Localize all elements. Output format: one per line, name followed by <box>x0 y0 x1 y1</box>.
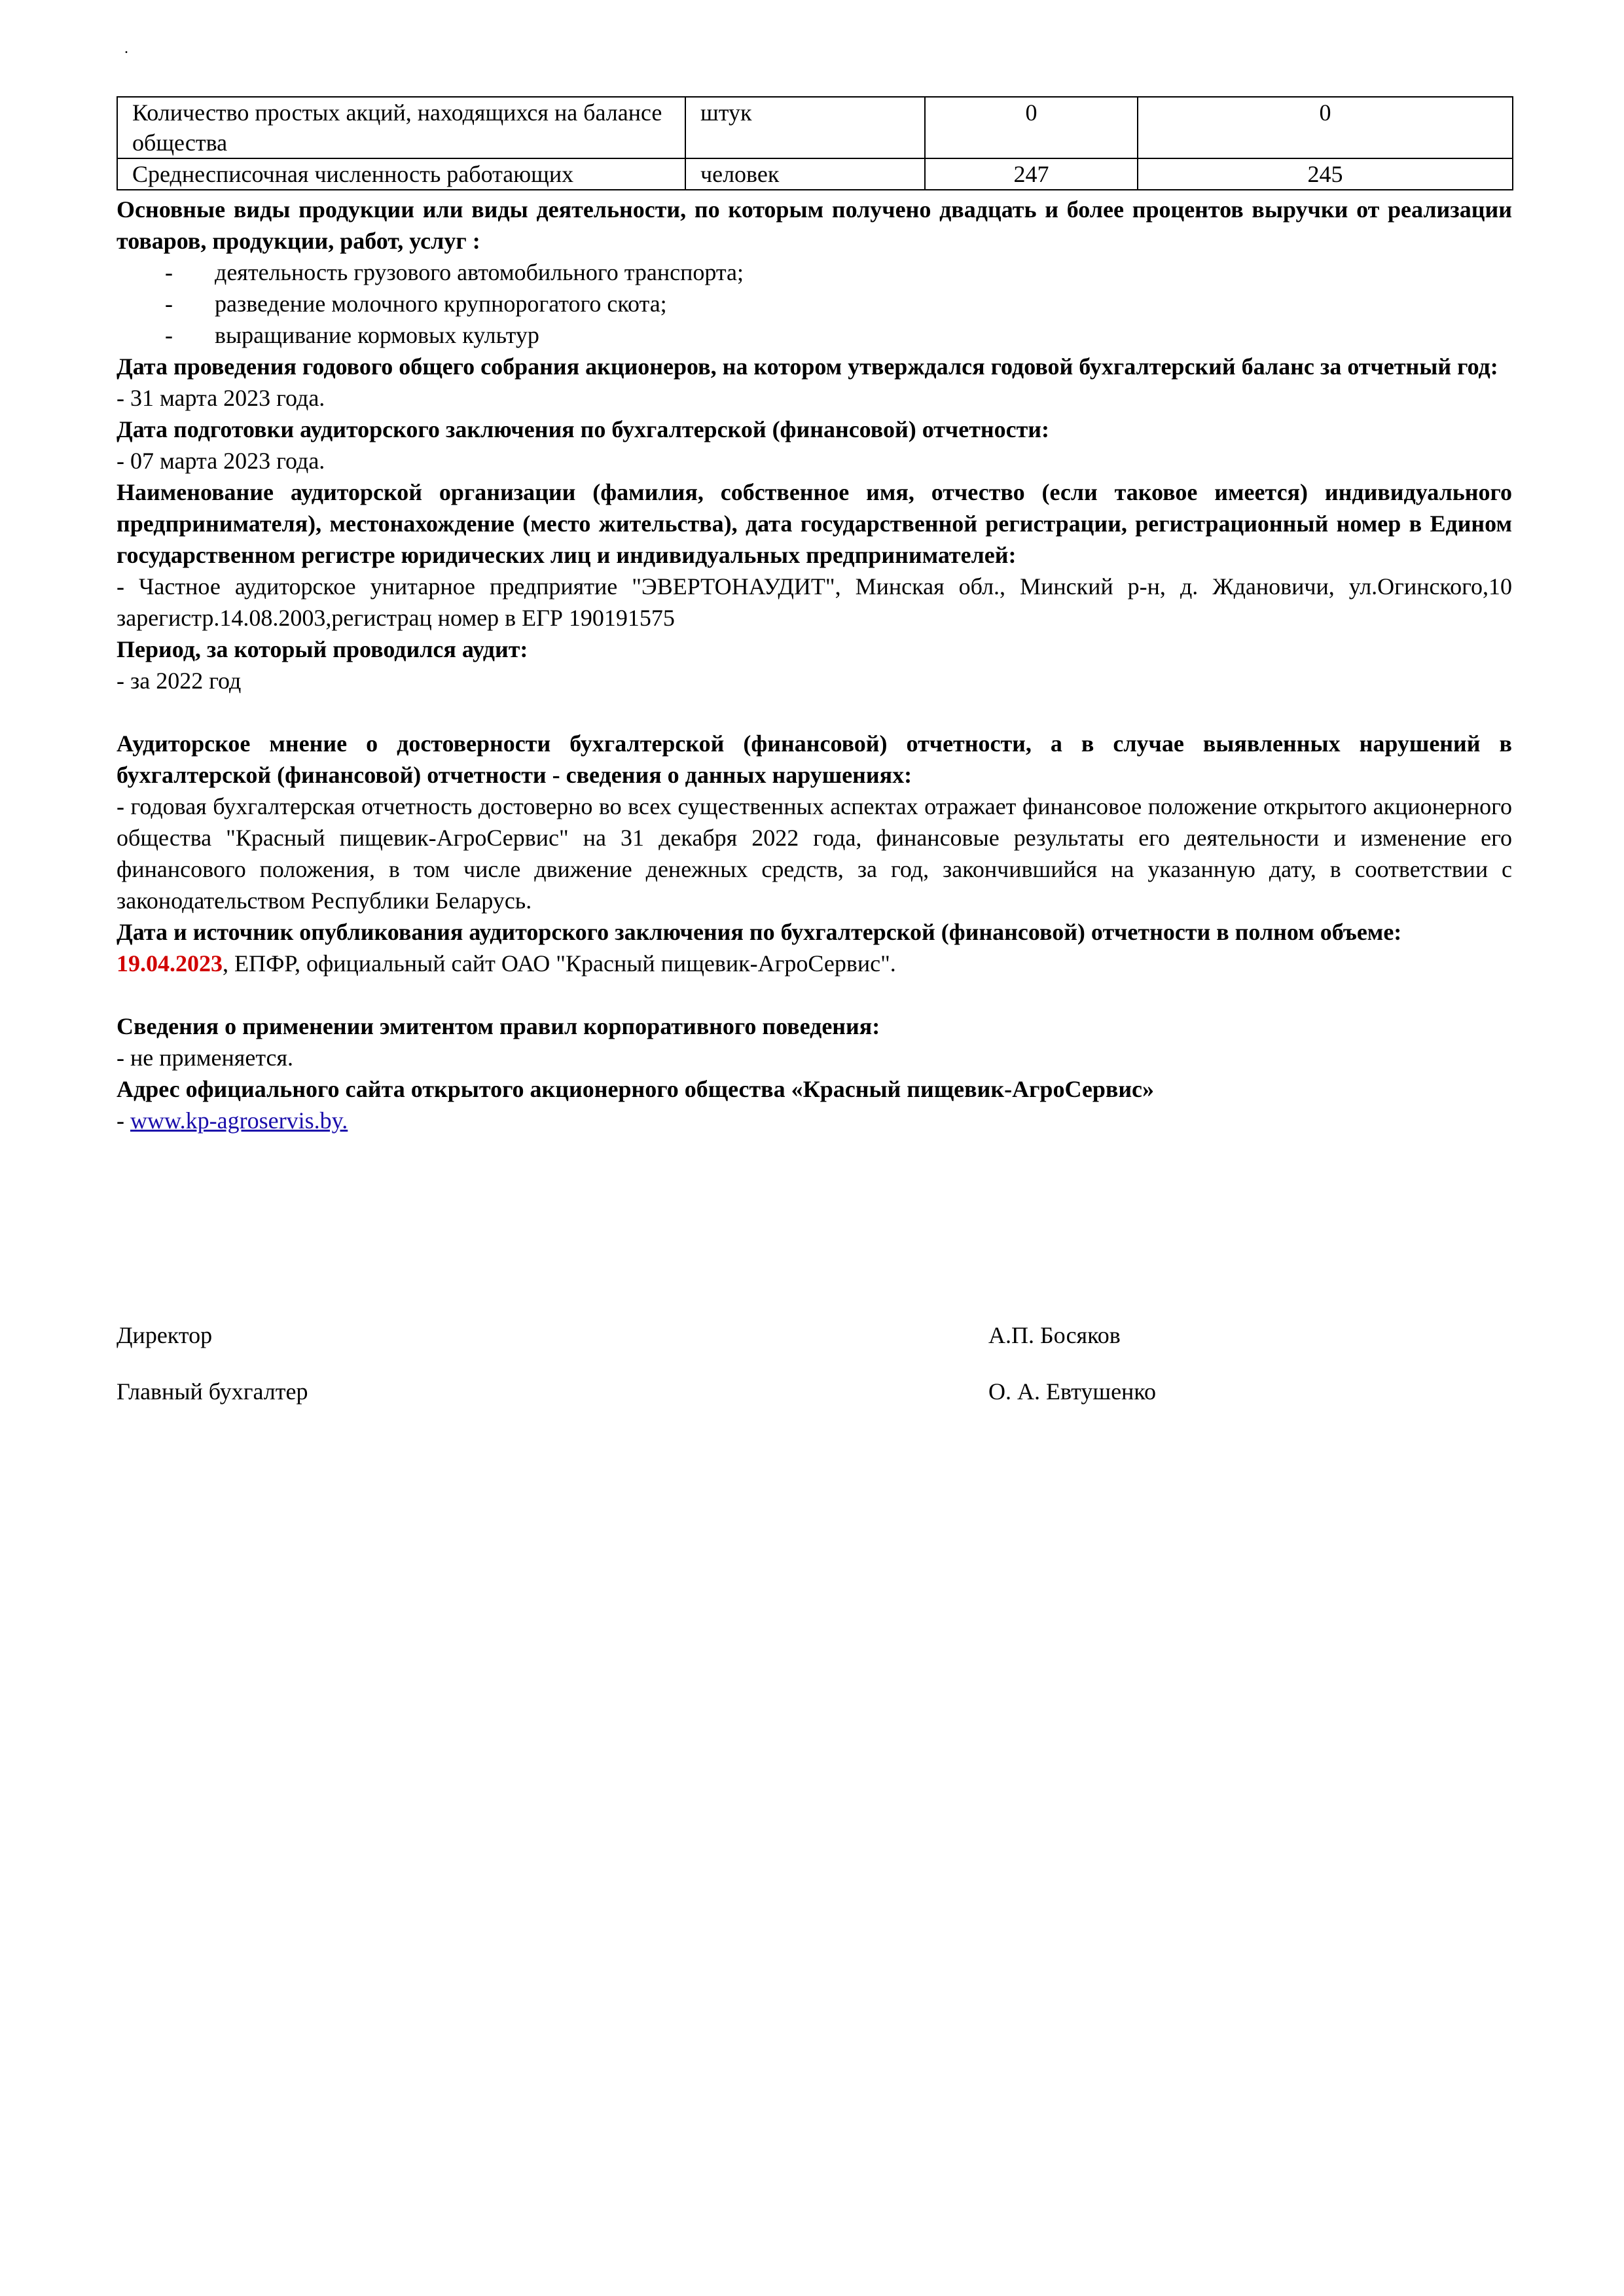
list-item-text: деятельность грузового автомобильного транспорта; <box>215 259 744 285</box>
signature-role-accountant: Главный бухгалтер <box>117 1378 308 1405</box>
corporate-rules-value: - не применяется. <box>117 1045 294 1071</box>
table-cell-value: 247 <box>925 158 1138 190</box>
list-item-text: разведение молочного крупнорогатого скота; <box>215 291 667 317</box>
table-row <box>117 158 1513 190</box>
audit-report-date-value: - 07 марта 2023 года. <box>117 448 325 474</box>
list-item <box>117 257 1512 288</box>
meeting-date-value: - 31 марта 2023 года. <box>117 385 325 411</box>
corporate-rules-heading: Сведения о применении эмитентом правил корпоративного поведения: <box>117 1013 880 1039</box>
audit-opinion-heading: Аудиторское мнение о достоверности бухгалтерской (финансовой) отчетности, а в случае выявленных нарушений в бухгалтерской (финансовой) отчетности - сведения о данных нарушениях: <box>117 730 1512 788</box>
page-mark: . <box>124 40 128 57</box>
audit-period-heading: Период, за который проводился аудит: <box>117 636 528 662</box>
table-cell-label: Среднесписочная численность работающих <box>117 158 685 190</box>
auditor-value: - Частное аудиторское унитарное предприятие "ЭВЕРТОНАУДИТ", Минская обл., Минский р-н, д. Ждановичи, ул.Огинского,10 зарегистр.14.08.2003,регистрац номер в ЕГР 190191575 <box>117 573 1512 631</box>
meeting-date-heading: Дата проведения годового общего собрания акционеров, на котором утверждался годовой бухгалтерский баланс за отчетный год: <box>117 353 1498 380</box>
list-item <box>117 288 1512 319</box>
website-heading: Адрес официального сайта открытого акционерного общества «Красный пищевик-АгроСервис» <box>117 1076 1155 1102</box>
publication-heading: Дата и источник опубликования аудиторского заключения по бухгалтерской (финансовой) отчетности в полном объеме: <box>117 919 1402 945</box>
main-activities-heading: Основные виды продукции или виды деятельности, по которым получено двадцать и более процентов выручки от реализации товаров, продукции, работ, услуг : <box>117 196 1512 254</box>
auditor-heading: Наименование аудиторской организации (фамилия, собственное имя, отчество (если таковое имеется) индивидуального предпринимателя), местонахождение (место жительства), дата государственной регистрации, регистрационный номер в Едином государственном регистре юридических лиц и индивидуальных предпринимателей: <box>117 479 1512 568</box>
table-cell-value: 0 <box>1138 97 1513 158</box>
publication-value <box>117 948 1512 979</box>
table-cell-unit: штук <box>685 97 925 158</box>
list-bullet: - <box>165 259 173 285</box>
website-line <box>117 1105 1512 1136</box>
document-body <box>117 194 1512 1136</box>
table-cell-unit: человек <box>685 158 925 190</box>
list-bullet: - <box>165 291 173 317</box>
list-item-text: выращивание кормовых культур <box>215 322 539 348</box>
spacer <box>117 979 1512 1011</box>
audit-report-date-heading: Дата подготовки аудиторского заключения по бухгалтерской (финансовой) отчетности: <box>117 416 1050 442</box>
website-link[interactable]: www.kp-agroservis.by. <box>130 1107 348 1134</box>
website-prefix: - <box>117 1107 130 1134</box>
audit-period-value: - за 2022 год <box>117 668 242 694</box>
signature-name-accountant: О. А. Евтушенко <box>988 1378 1156 1405</box>
spacer <box>117 696 1512 728</box>
main-activities-list <box>117 257 1512 351</box>
list-bullet: - <box>165 322 173 348</box>
audit-opinion-value: - годовая бухгалтерская отчетность достоверно во всех существенных аспектах отражает финансовое положение открытого акционерного общества "Красный пищевик-АгроСервис" на 31 декабря 2022 года, финансовые результаты его деятельности и изменение его финансового положения, в том числе движение денежных средств, за год, закончившийся на указанную дату, в соответствии с законодательством Республики Беларусь. <box>117 793 1512 914</box>
signature-name-director: А.П. Босяков <box>988 1322 1121 1348</box>
table-cell-value: 245 <box>1138 158 1513 190</box>
shares-staff-table <box>117 96 1513 190</box>
list-item <box>117 319 1512 351</box>
table-row <box>117 97 1513 158</box>
publication-source: , ЕПФР, официальный сайт ОАО "Красный пищевик-АгроСервис". <box>223 950 896 977</box>
table-cell-value: 0 <box>925 97 1138 158</box>
table-cell-label: Количество простых акций, находящихся на балансе общества <box>117 97 685 158</box>
publication-date: 19.04.2023 <box>117 950 223 977</box>
signature-role-director: Директор <box>117 1322 213 1348</box>
